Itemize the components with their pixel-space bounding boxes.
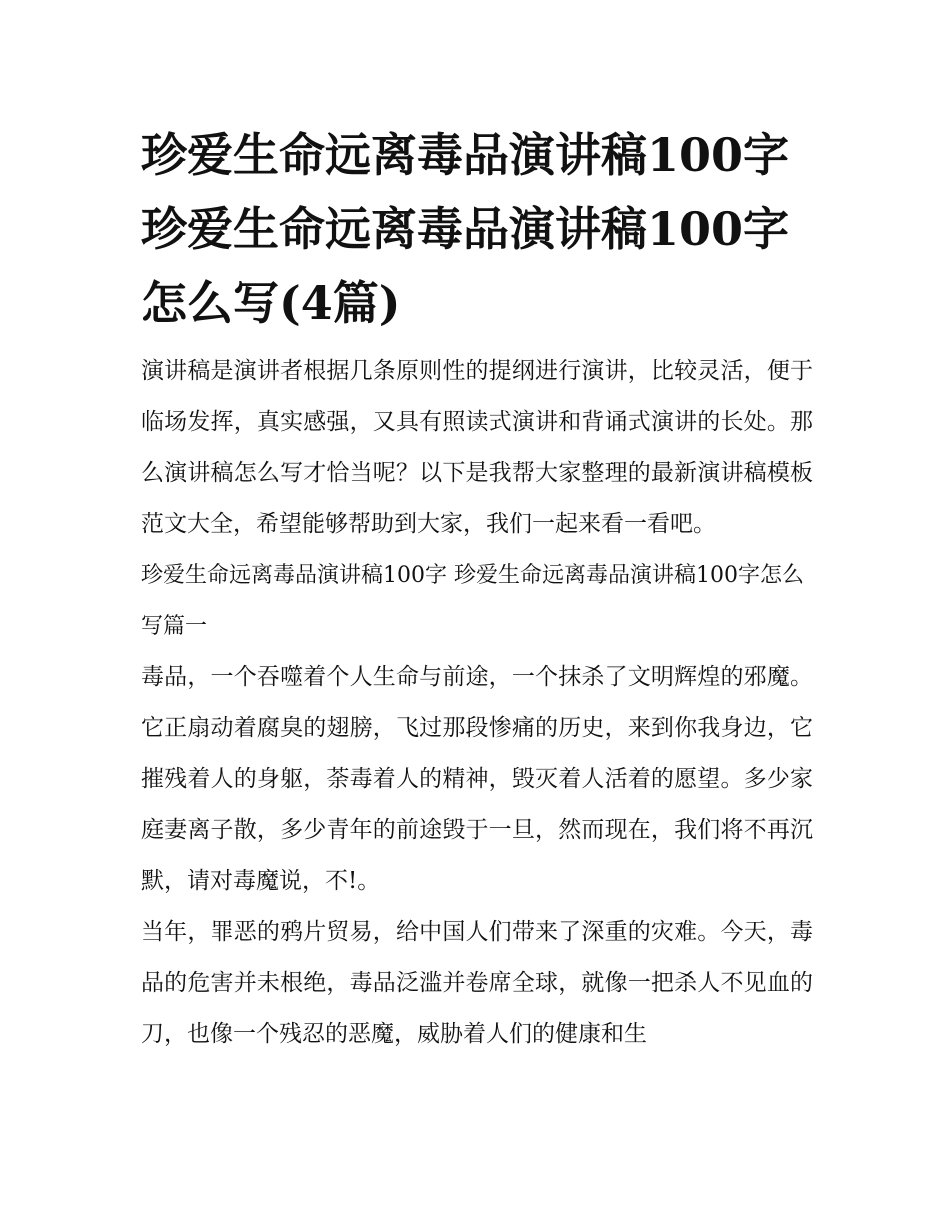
title-block [141, 118, 813, 340]
document-page [141, 118, 813, 1060]
body-paragraph-1: 毒品，一个吞噬着个人生命与前途，一个抹杀了文明辉煌的邪魔。它正扇动着腐臭的翅膀，飞过那段惨痛的历史，来到你我身边，它摧残着人的身躯，荼毒着人的精神，毁灭着人活着的愿望。多少家庭妻离子散，多少青年的前途毁于一旦，然而现在，我们将不再沉默，请对毒魔说，不!。 [141, 664, 813, 894]
document-title: 珍爱生命远离毒品演讲稿100字 珍爱生命远离毒品演讲稿100字怎么写(4篇) [141, 128, 790, 330]
section-heading: 珍爱生命远离毒品演讲稿100字 珍爱生命远离毒品演讲稿100字怎么写篇一 [141, 563, 804, 639]
body-paragraph-2: 当年，罪恶的鸦片贸易，给中国人们带来了深重的灾难。今天，毒品的危害并未根绝，毒品泛滥并卷席全球，就像一把杀人不见血的刀，也像一个残忍的恶魔，威胁着人们的健康和生 [141, 919, 813, 1047]
intro-paragraph: 演讲稿是演讲者根据几条原则性的提纲进行演讲，比较灵活，便于临场发挥，真实感强，又具有照读式演讲和背诵式演讲的长处。那么演讲稿怎么写才恰当呢？以下是我帮大家整理的最新演讲稿模板范文大全，希望能够帮助到大家，我们一起来看一看吧。 [141, 358, 813, 537]
